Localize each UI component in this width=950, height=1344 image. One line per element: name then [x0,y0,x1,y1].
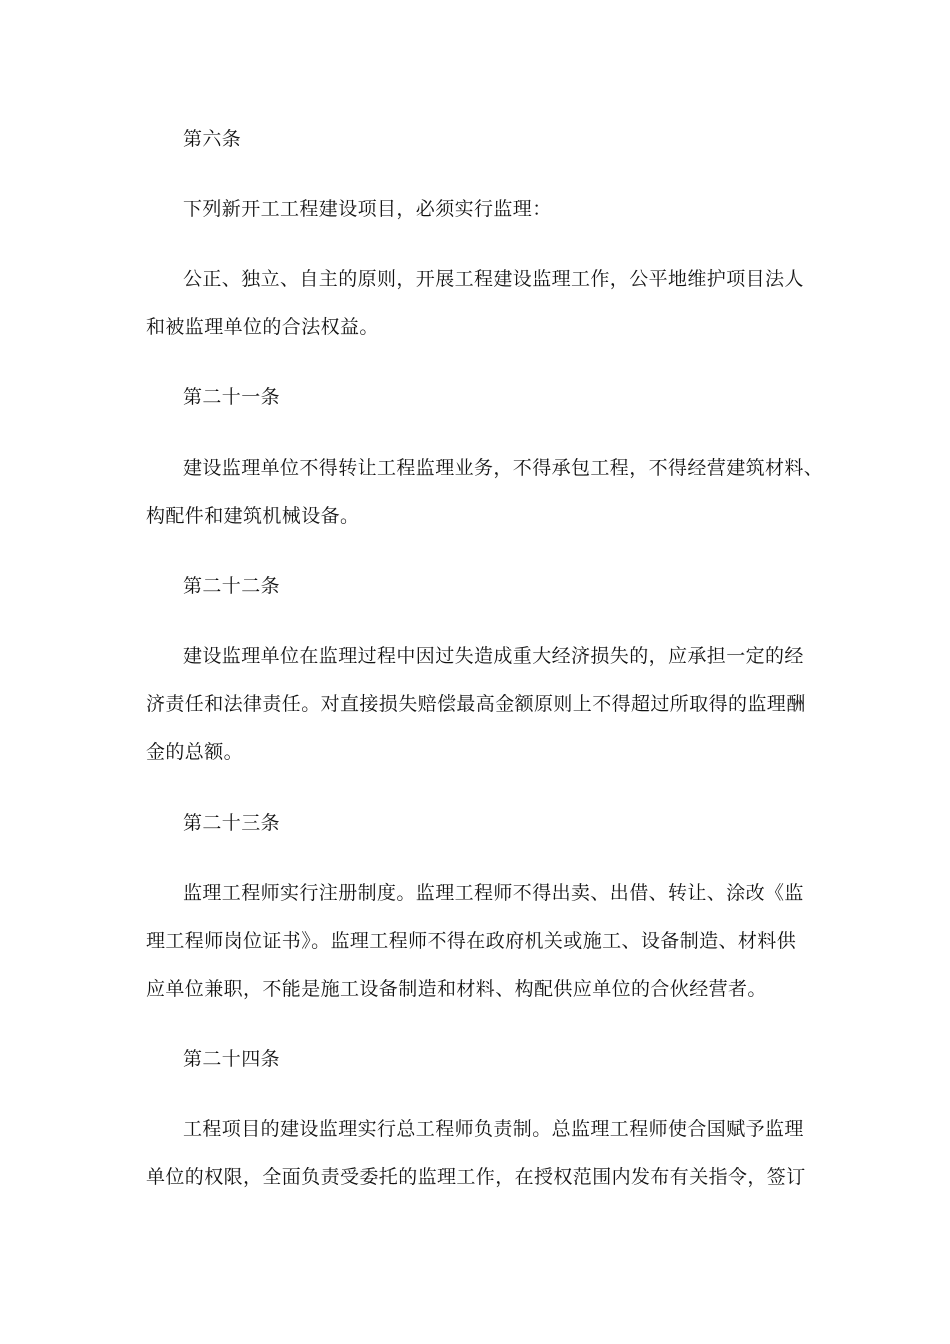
article-23-heading: 第二十三条 [183,812,281,834]
paragraph-line: 构配件和建筑机械设备。 [146,505,360,527]
paragraph-line: 建设监理单位在监理过程中因过失造成重大经济损失的，应承担一定的经 [183,645,804,667]
paragraph-line: 济责任和法律责任。对直接损失赔偿最高金额原则上不得超过所取得的监理酬 [146,693,806,715]
paragraph-line: 应单位兼职，不能是施工设备制造和材料、构配供应单位的合伙经营者。 [146,978,767,1000]
article-22-heading: 第二十二条 [183,575,281,597]
paragraph-line: 工程项目的建设监理实行总工程师负责制。总监理工程师使合国赋予监理 [183,1118,804,1140]
paragraph-line: 和被监理单位的合法权益。 [146,316,379,338]
article-24-heading: 第二十四条 [183,1048,281,1070]
paragraph-line: 金的总额。 [146,741,244,763]
paragraph-line: 公正、独立、自主的原则，开展工程建设监理工作，公平地维护项目法人 [183,268,804,290]
paragraph-line: 理工程师岗位证书》。监理工程师不得在政府机关或施工、设备制造、材料供 [146,930,797,952]
article-6-heading: 第六条 [183,128,242,150]
paragraph-line: 单位的权限，全面负责受委托的监理工作，在授权范围内发布有关指令，签订 [146,1166,806,1188]
article-21-heading: 第二十一条 [183,386,281,408]
paragraph-line: 建设监理单位不得转让工程监理业务，不得承包工程，不得经营建筑材料、 [183,457,824,479]
paragraph-line: 监理工程师实行注册制度。监理工程师不得出卖、出借、转让、涂改《监 [183,882,804,904]
paragraph-line: 下列新开工工程建设项目，必须实行监理： [183,198,552,220]
